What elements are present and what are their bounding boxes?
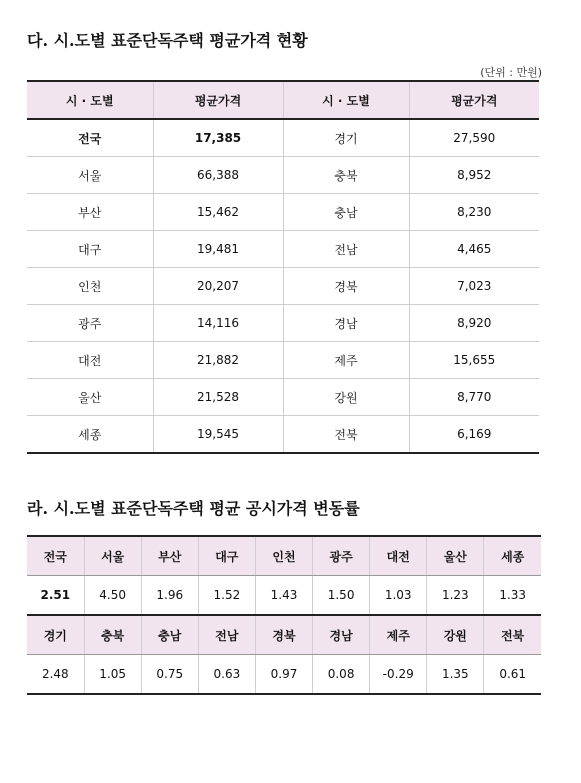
table-row	[27, 655, 541, 695]
price-cell: 8,952	[409, 157, 539, 194]
region-cell: 강원	[283, 379, 409, 416]
rate-cell: 1.43	[255, 576, 312, 616]
table-row	[27, 119, 539, 157]
region-header: 경기	[27, 615, 84, 655]
rate-cell: 1.96	[141, 576, 198, 616]
region-header: 강원	[427, 615, 484, 655]
price-cell: 8,770	[409, 379, 539, 416]
region-header: 부산	[141, 536, 198, 576]
header-avg-price: 평균가격	[153, 81, 283, 119]
price-cell: 66,388	[153, 157, 283, 194]
region-cell: 부산	[27, 194, 153, 231]
region-header: 세종	[484, 536, 541, 576]
table-row	[27, 379, 539, 416]
rate-cell: 2.51	[27, 576, 84, 616]
region-cell: 충북	[283, 157, 409, 194]
table-header-row	[27, 615, 541, 655]
price-cell: 17,385	[153, 119, 283, 157]
region-cell: 경기	[283, 119, 409, 157]
region-cell: 전남	[283, 231, 409, 268]
header-region: 시 · 도별	[283, 81, 409, 119]
section-title-average-price: 다. 시.도별 표준단독주택 평균가격 현황	[27, 31, 308, 50]
region-header: 서울	[84, 536, 141, 576]
price-cell: 21,882	[153, 342, 283, 379]
table-header-row	[27, 81, 539, 119]
table-row	[27, 342, 539, 379]
price-cell: 27,590	[409, 119, 539, 157]
rate-cell: 1.05	[84, 655, 141, 695]
region-header: 경북	[255, 615, 312, 655]
price-cell: 7,023	[409, 268, 539, 305]
table-row	[27, 157, 539, 194]
table-row	[27, 231, 539, 268]
table-row	[27, 268, 539, 305]
region-cell: 충남	[283, 194, 409, 231]
rate-cell: 0.08	[313, 655, 370, 695]
region-header: 대구	[198, 536, 255, 576]
average-price-table	[27, 80, 539, 454]
rate-cell: -0.29	[370, 655, 427, 695]
change-rate-table	[27, 535, 541, 695]
rate-cell: 1.33	[484, 576, 541, 616]
region-cell: 전북	[283, 416, 409, 454]
price-cell: 8,230	[409, 194, 539, 231]
region-cell: 울산	[27, 379, 153, 416]
table-row	[27, 416, 539, 454]
region-header: 전북	[484, 615, 541, 655]
price-cell: 19,481	[153, 231, 283, 268]
rate-cell: 4.50	[84, 576, 141, 616]
region-cell: 인천	[27, 268, 153, 305]
region-cell: 광주	[27, 305, 153, 342]
region-header: 전국	[27, 536, 84, 576]
price-cell: 15,462	[153, 194, 283, 231]
price-cell: 19,545	[153, 416, 283, 454]
region-header: 전남	[198, 615, 255, 655]
region-cell: 세종	[27, 416, 153, 454]
rate-cell: 2.48	[27, 655, 84, 695]
table-row	[27, 194, 539, 231]
region-header: 충북	[84, 615, 141, 655]
price-cell: 15,655	[409, 342, 539, 379]
header-avg-price: 평균가격	[409, 81, 539, 119]
region-cell: 제주	[283, 342, 409, 379]
rate-cell: 0.61	[484, 655, 541, 695]
price-cell: 8,920	[409, 305, 539, 342]
region-header: 제주	[370, 615, 427, 655]
table-row	[27, 305, 539, 342]
region-header: 경남	[313, 615, 370, 655]
region-cell: 경남	[283, 305, 409, 342]
region-cell: 서울	[27, 157, 153, 194]
rate-cell: 1.23	[427, 576, 484, 616]
region-cell: 경북	[283, 268, 409, 305]
region-cell: 전국	[27, 119, 153, 157]
rate-cell: 0.63	[198, 655, 255, 695]
region-cell: 대구	[27, 231, 153, 268]
rate-cell: 0.97	[255, 655, 312, 695]
price-cell: 6,169	[409, 416, 539, 454]
table-header-row	[27, 536, 541, 576]
price-cell: 4,465	[409, 231, 539, 268]
region-header: 인천	[255, 536, 312, 576]
unit-label: (단위 : 만원)	[480, 66, 542, 79]
price-cell: 14,116	[153, 305, 283, 342]
header-region: 시 · 도별	[27, 81, 153, 119]
table-row	[27, 576, 541, 616]
region-cell: 대전	[27, 342, 153, 379]
price-cell: 20,207	[153, 268, 283, 305]
rate-cell: 1.52	[198, 576, 255, 616]
region-header: 충남	[141, 615, 198, 655]
rate-cell: 0.75	[141, 655, 198, 695]
region-header: 광주	[313, 536, 370, 576]
price-cell: 21,528	[153, 379, 283, 416]
rate-cell: 1.50	[313, 576, 370, 616]
region-header: 대전	[370, 536, 427, 576]
rate-cell: 1.35	[427, 655, 484, 695]
section-title-change-rate: 라. 시.도별 표준단독주택 평균 공시가격 변동률	[27, 499, 360, 518]
rate-cell: 1.03	[370, 576, 427, 616]
region-header: 울산	[427, 536, 484, 576]
